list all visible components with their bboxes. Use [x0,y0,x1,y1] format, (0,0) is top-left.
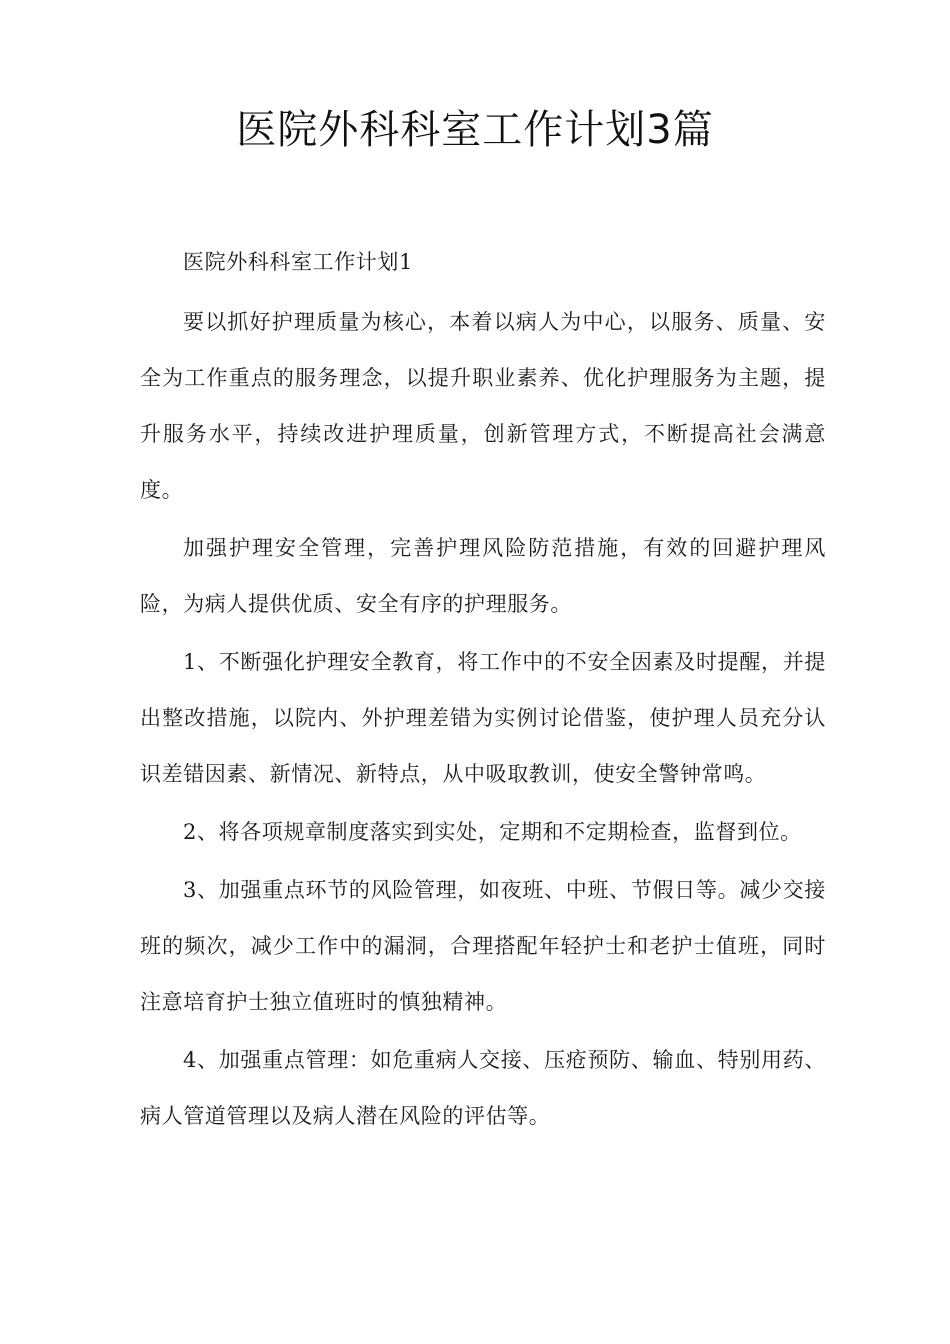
paragraph-item-2: 2、将各项规章制度落实到实处，定期和不定期检查，监督到位。 [183,820,802,844]
paragraph-item-4: 4、加强重点管理：如危重病人交接、压疮预防、输血、特别用药、病人管道管理以及病人潜在风险的评估等。 [140,1048,826,1128]
paragraph-item-1: 1、不断强化护理安全教育，将工作中的不安全因素及时提醒，并提出整改措施，以院内、外护理差错为实例讨论借鉴，使护理人员充分认识差错因素、新情况、新特点，从中吸取教训，使安全警钟常鸣。 [140,650,826,786]
paragraph-safety: 加强护理安全管理，完善护理风险防范措施，有效的回避护理风险，为病人提供优质、安全有序的护理服务。 [140,536,826,616]
paragraph-intro: 要以抓好护理质量为核心，本着以病人为中心，以服务、质量、安全为工作重点的服务理念，以提升职业素养、优化护理服务为主题，提升服务水平，持续改进护理质量，创新管理方式，不断提高社会满意度。 [140,310,826,502]
paragraph-item-3: 3、加强重点环节的风险管理，如夜班、中班、节假日等。减少交接班的频次，减少工作中的漏洞，合理搭配年轻护士和老护士值班，同时注意培育护士独立值班时的慎独精神。 [140,878,826,1014]
document-title: 医院外科科室工作计划3篇 [236,107,714,153]
document-body [140,234,826,1144]
section-heading: 医院外科科室工作计划1 [183,250,413,274]
